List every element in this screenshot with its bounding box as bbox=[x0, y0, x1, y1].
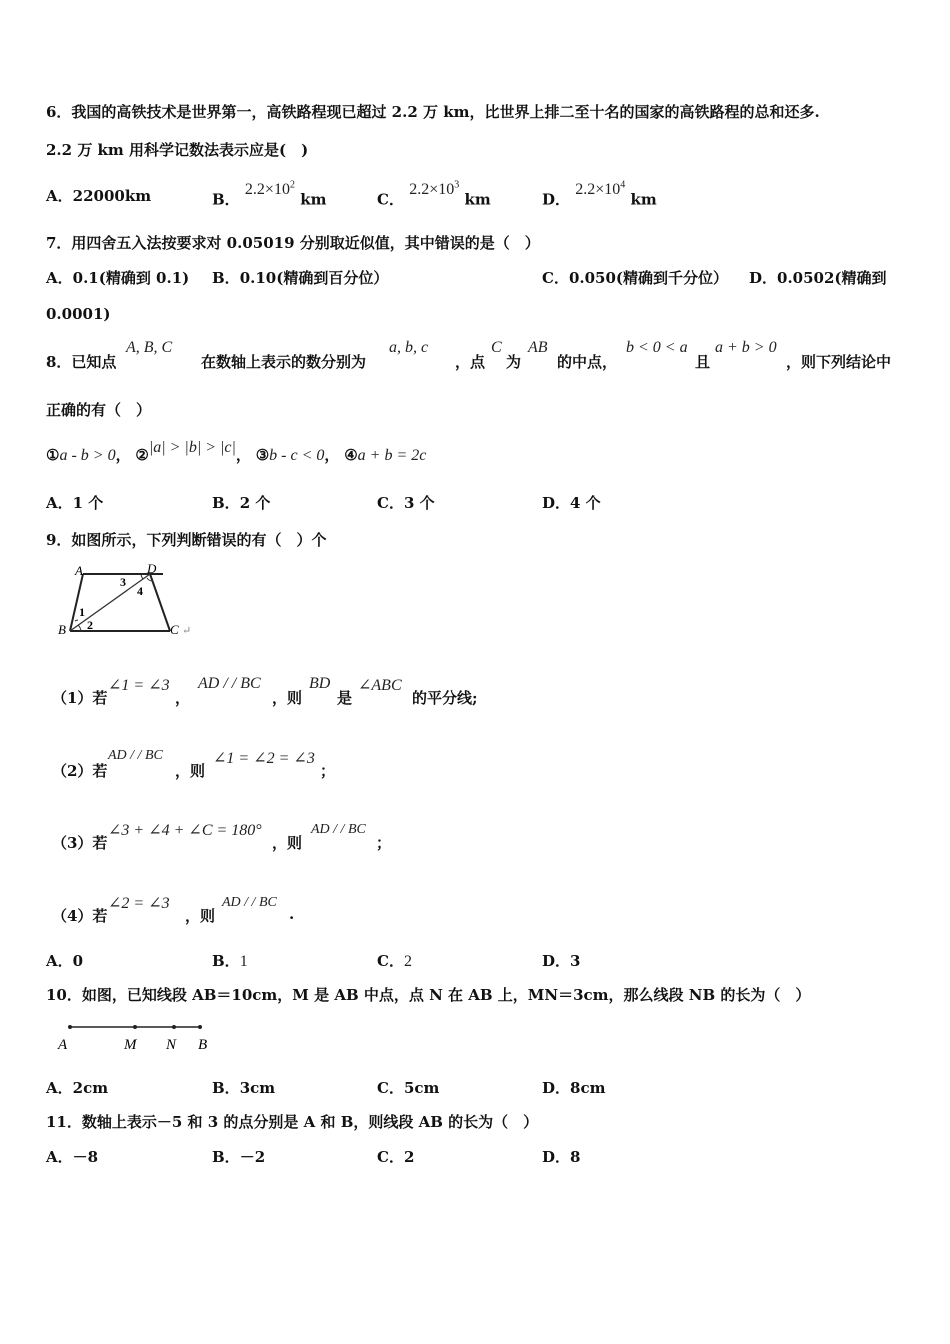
angle-1-arc bbox=[75, 620, 78, 621]
q9-item-1-post: 的平分线; bbox=[412, 689, 478, 707]
q10-option-c[interactable]: C．5cm bbox=[377, 1079, 440, 1097]
q9-item-1-bd: BD bbox=[309, 675, 331, 692]
q8-stem-line2: 正确的有（ ） bbox=[46, 401, 152, 419]
q8-text-2: 在数轴上表示的数分别为 bbox=[201, 353, 367, 371]
q8-math-nums: a, b, c bbox=[389, 339, 429, 356]
q8-text-6: 且 bbox=[695, 353, 711, 371]
q9-stem: 9．如图所示，下列判断错误的有（ ）个 bbox=[46, 531, 327, 549]
vertex-d-label: D bbox=[147, 561, 157, 576]
q9-item-2-cond: AD / / BC bbox=[108, 748, 163, 763]
q7-stem: 7．用四舍五入法按要求对 0.05019 分别取近似值，其中错误的是（ ） bbox=[46, 234, 540, 252]
point-n bbox=[172, 1025, 176, 1029]
q9-item-2-post: ； bbox=[320, 762, 336, 780]
q9-item-4-pre: （4）若 bbox=[52, 907, 108, 925]
q11-option-c[interactable]: C．2 bbox=[377, 1148, 415, 1166]
q6-option-a[interactable]: A．22000km bbox=[46, 187, 152, 205]
q9-option-d[interactable]: D．3 bbox=[542, 952, 581, 970]
q9-item-1-angle: ∠ABC bbox=[358, 677, 402, 694]
q8-text-3: ，点 bbox=[455, 353, 486, 371]
point-m bbox=[133, 1025, 137, 1029]
angle-4-label: 4 bbox=[137, 584, 143, 598]
q6-option-d-expr: $2.2\times 10^4$ bbox=[575, 180, 626, 199]
point-b bbox=[198, 1025, 202, 1029]
q9-item-2-pre: （2）若 bbox=[52, 762, 108, 780]
q11-option-a[interactable]: A．－8 bbox=[46, 1148, 99, 1166]
q6-stem-line1: 6．我国的高铁技术是世界第一，高铁路程现已超过 2.2 万 km，比世界上排二至十名的国家的高铁路程的总和还多. bbox=[46, 103, 820, 121]
q8-stmt-2: |a| > |b| > |c| bbox=[148, 439, 236, 456]
q10-option-b[interactable]: B．3cm bbox=[212, 1079, 276, 1097]
q6-option-c-expr: $2.2\times 10^3$ bbox=[409, 180, 460, 199]
point-b-label: B bbox=[198, 1037, 208, 1053]
angle-1-label: 1 bbox=[79, 605, 85, 619]
q7-option-c[interactable]: C．0.050(精确到千分位） bbox=[542, 269, 729, 287]
q9-trapezoid-figure bbox=[55, 560, 205, 642]
q9-item-1-pre: （1）若 bbox=[52, 689, 108, 707]
q8-option-b[interactable]: B．2 个 bbox=[212, 494, 271, 512]
q9-item-4-result: AD / / BC bbox=[222, 895, 277, 910]
q9-item-3-cond: ∠3 + ∠4 + ∠C = 180° bbox=[108, 822, 262, 839]
q8-text-1: 8．已知点 bbox=[46, 353, 117, 371]
q11-stem: 11．数轴上表示－5 和 3 的点分别是 A 和 B，则线段 AB 的长为（ ） bbox=[46, 1113, 539, 1131]
q8-text-4: 为 bbox=[506, 353, 522, 371]
q7-option-b[interactable]: B．0.10(精确到百分位） bbox=[212, 269, 389, 287]
q9-item-3-sep: ，则 bbox=[272, 834, 303, 852]
q6-option-b-expr: $2.2\times 10^2$ bbox=[244, 180, 295, 199]
q6-option-d[interactable]: D． $2.2\times 10^4$ km bbox=[542, 180, 657, 209]
q6-option-b[interactable]: B． $2.2\times 10^2$ km bbox=[212, 180, 327, 209]
q9-item-3-post: ； bbox=[376, 834, 392, 852]
q8-stmt-1: a - b > 0 bbox=[59, 447, 116, 464]
angle-2-label: 2 bbox=[87, 618, 93, 632]
vertex-c-label: C bbox=[170, 622, 179, 637]
q8-statements: ①a - b > 0， ②|a| > |b| > |c|， ③b - c < 0， ④a + b = 2c bbox=[46, 439, 427, 464]
point-n-label: N bbox=[166, 1037, 177, 1053]
q8-text-7: ，则下列结论中 bbox=[786, 353, 892, 371]
q8-math-c: C bbox=[491, 339, 502, 356]
q8-stmt-3: b - c < 0 bbox=[269, 447, 325, 464]
q9-item-3-pre: （3）若 bbox=[52, 834, 108, 852]
q9-option-b[interactable]: B．1 bbox=[212, 952, 248, 970]
q10-option-d[interactable]: D．8cm bbox=[542, 1079, 606, 1097]
q9-item-1-cond-a: ∠1 = ∠3 bbox=[108, 677, 170, 694]
q9-item-1-sep3: 是 bbox=[337, 689, 353, 707]
q9-item-2-result: ∠1 = ∠2 = ∠3 bbox=[213, 750, 315, 767]
q8-text-5: 的中点， bbox=[557, 353, 618, 371]
point-a bbox=[68, 1025, 72, 1029]
point-a-label: A bbox=[58, 1037, 68, 1053]
q10-segment-figure bbox=[50, 1015, 220, 1057]
q9-item-4-post: . bbox=[289, 905, 295, 923]
q8-math-cond1: b < 0 < a bbox=[626, 339, 688, 356]
q8-option-d[interactable]: D．4 个 bbox=[542, 494, 601, 512]
q8-option-a[interactable]: A．1 个 bbox=[46, 494, 104, 512]
q10-option-a[interactable]: A．2cm bbox=[46, 1079, 109, 1097]
q9-item-4-sep: ，则 bbox=[185, 907, 216, 925]
q7-option-a[interactable]: A．0.1(精确到 0.1) bbox=[46, 269, 190, 287]
q8-math-cond2: a + b > 0 bbox=[715, 339, 777, 356]
q6-option-c[interactable]: C． $2.2\times 10^3$ km bbox=[377, 180, 491, 209]
q8-math-ab: AB bbox=[528, 339, 548, 356]
q7-option-d-continuation: 0.0001) bbox=[46, 305, 111, 323]
return-mark: ↵ bbox=[182, 625, 192, 637]
q9-option-a[interactable]: A．0 bbox=[46, 952, 84, 970]
q6-stem-line2: 2.2 万 km 用科学记数法表示应是( ) bbox=[46, 141, 309, 159]
q8-math-points: A, B, C bbox=[126, 339, 173, 356]
q7-option-d[interactable]: D．0.0502(精确到 bbox=[749, 269, 887, 287]
q11-option-d[interactable]: D．8 bbox=[542, 1148, 581, 1166]
q11-option-b[interactable]: B．－2 bbox=[212, 1148, 266, 1166]
vertex-b-label: B bbox=[58, 622, 66, 637]
q9-item-1-sep2: ，则 bbox=[272, 689, 303, 707]
q9-item-2-sep: ，则 bbox=[175, 762, 206, 780]
segment-dc bbox=[150, 574, 170, 631]
vertex-a-label: A bbox=[75, 563, 83, 578]
q9-item-3-result: AD / / BC bbox=[311, 822, 366, 837]
q9-item-4-cond: ∠2 = ∠3 bbox=[108, 895, 170, 912]
q9-option-c[interactable]: C．2 bbox=[377, 952, 412, 970]
q9-item-1-sep1: ， bbox=[175, 689, 191, 707]
q9-item-1-cond-b: AD / / BC bbox=[198, 675, 261, 692]
q10-stem: 10．如图，已知线段 AB＝10cm，M 是 AB 中点，点 N 在 AB 上，MN＝3cm，那么线段 NB 的长为（ ） bbox=[46, 986, 811, 1004]
q8-stmt-4: a + b = 2c bbox=[357, 447, 427, 464]
angle-3-label: 3 bbox=[120, 575, 126, 589]
q8-option-c[interactable]: C．3 个 bbox=[377, 494, 435, 512]
point-m-label: M bbox=[124, 1037, 137, 1053]
